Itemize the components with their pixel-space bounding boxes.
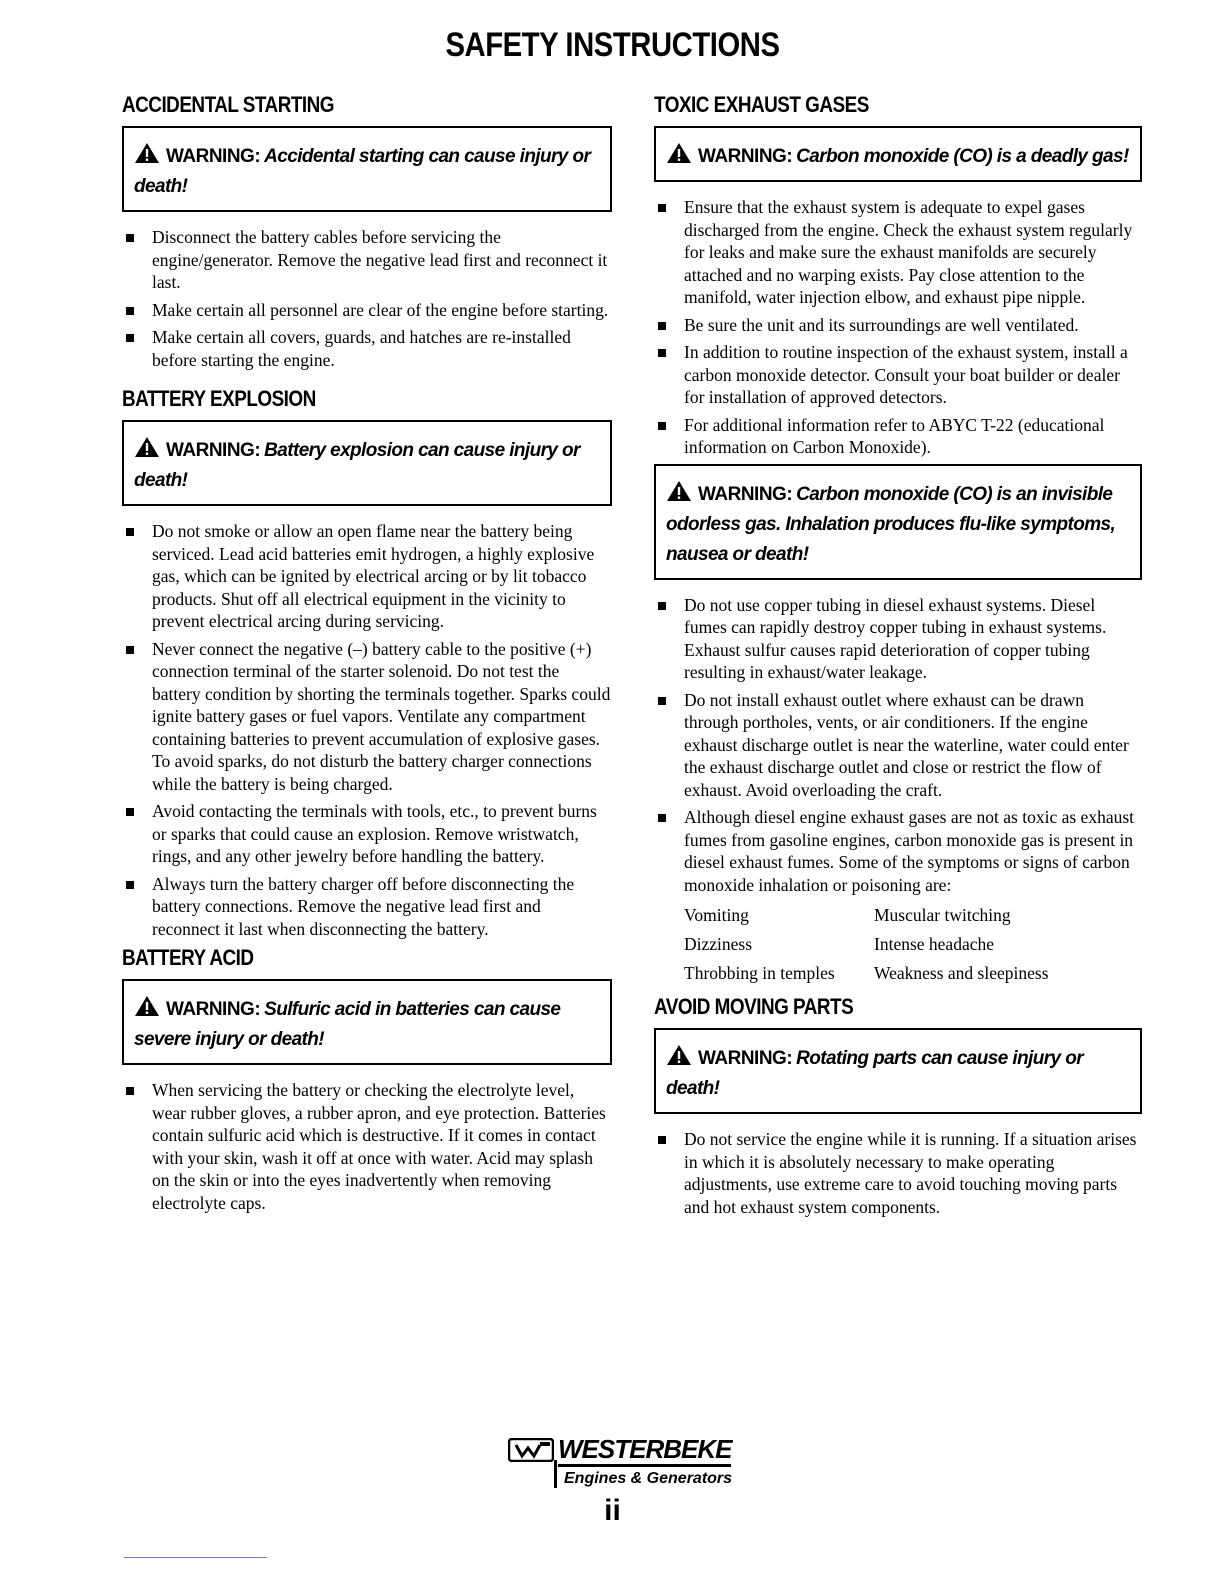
warning-label: WARNING: bbox=[698, 1048, 793, 1069]
section-heading-moving: AVOID MOVING PARTS bbox=[654, 994, 854, 1019]
warning-label: WARNING: bbox=[166, 440, 261, 461]
bullet-icon bbox=[126, 646, 134, 654]
bullet-icon bbox=[658, 814, 666, 822]
symptoms-table bbox=[684, 901, 1142, 988]
bullet-icon bbox=[126, 881, 134, 889]
list-item: Never connect the negative (–) battery cable to the positive (+) connection terminal of the starter solenoid. Do not test the battery condition by shorting the terminals together. Sparks could ignite battery gases or fuel vapors. Ventilate any compartment containing batteries to prevent accumulation of explosive gases. To avoid sparks, do not disturb the battery charger connections while the battery is being charged. bbox=[122, 638, 612, 796]
list-item: Make certain all covers, guards, and hatches are re-installed before starting the engine. bbox=[122, 326, 612, 371]
bullet-list-explosion bbox=[122, 520, 612, 940]
warning-text: Accidental starting can cause injury or death! bbox=[134, 146, 591, 197]
bullet-icon bbox=[126, 334, 134, 342]
warning-label: WARNING: bbox=[698, 483, 793, 505]
warning-triangle-icon bbox=[134, 995, 160, 1017]
bullet-icon bbox=[126, 234, 134, 242]
brand-name: WESTERBEKE bbox=[558, 1434, 731, 1467]
warning-box-acid bbox=[122, 979, 612, 1065]
table-row: Dizziness Intense headache bbox=[684, 934, 994, 954]
table-row: Throbbing in temples Weakness and sleepiness bbox=[684, 963, 1049, 983]
warning-label: WARNING: bbox=[698, 146, 793, 167]
bullet-icon bbox=[126, 1087, 134, 1095]
page-number: ii bbox=[604, 1494, 621, 1527]
bullet-icon bbox=[126, 808, 134, 816]
list-item: When servicing the battery or checking the electrolyte level, wear rubber gloves, a rubber apron, and eye protection. Batteries contain sulfuric acid which is destructive. If it comes in contact with your skin, wash it off at once with water. Acid may splash on the skin or into the eyes inadvertently when removing electrolyte caps. bbox=[122, 1079, 612, 1214]
bullet-icon bbox=[658, 322, 666, 330]
list-item: For additional information refer to ABYC T-22 (educational information on Carbon Monoxide). bbox=[654, 414, 1142, 459]
bullet-icon bbox=[658, 422, 666, 430]
westerbeke-w-icon bbox=[508, 1438, 554, 1462]
warning-triangle-icon bbox=[134, 142, 160, 164]
bullet-icon bbox=[658, 349, 666, 357]
brand-tagline: Engines & Generators bbox=[564, 1470, 733, 1487]
bullet-list-accidental bbox=[122, 226, 612, 371]
warning-text: Rotating parts can cause injury or death! bbox=[666, 1048, 1083, 1099]
warning-box-moving bbox=[654, 1028, 1142, 1114]
westerbeke-logo bbox=[508, 1436, 768, 1496]
bullet-icon bbox=[126, 528, 134, 536]
warning-triangle-icon bbox=[666, 480, 692, 502]
list-item: Do not service the engine while it is running. If a situation arises in which it is absolutely necessary to make operating adjustments, use extreme care to avoid touching moving parts and hot exhaust system components. bbox=[654, 1128, 1142, 1218]
list-item: Although diesel engine exhaust gases are not as toxic as exhaust fumes from gasoline engines, carbon monoxide gas is present in diesel exhaust fumes. Some of the symptoms or signs of carbon monoxide inhalation or poisoning are: bbox=[654, 806, 1142, 896]
list-item: Ensure that the exhaust system is adequate to expel gases discharged from the engine. Check the exhaust system regularly for leaks and make sure the exhaust manifolds are securely attached and no warping exists. Pay close attention to the manifold, water injection elbow, and exhaust pipe nipple. bbox=[654, 196, 1142, 309]
list-item: Do not install exhaust outlet where exhaust can be drawn through portholes, vents, or air conditioners. If the engine exhaust discharge outlet is near the waterline, water could enter the exhaust discharge outlet and close or restrict the flow of exhaust. Avoid overloading the craft. bbox=[654, 689, 1142, 802]
list-item: Do not smoke or allow an open flame near the battery being serviced. Lead acid batteries emit hydrogen, a highly explosive gas, which can be ignited by electrical arcing or by lit tobacco products. Shut off all electrical equipment in the vicinity to prevent electrical arcing during servicing. bbox=[122, 520, 612, 633]
warning-label: WARNING: bbox=[166, 146, 261, 167]
left-column bbox=[122, 92, 612, 1219]
warning-text: Sulfuric acid in batteries can cause severe injury or death! bbox=[134, 999, 561, 1050]
list-item: Do not use copper tubing in diesel exhaust systems. Diesel fumes can rapidly destroy copper tubing in exhaust systems. Exhaust sulfur causes rapid deterioration of copper tubing resulting in exhaust/water leakage. bbox=[654, 594, 1142, 684]
warning-box-co-invisible bbox=[654, 464, 1142, 580]
warning-label: WARNING: bbox=[166, 999, 261, 1020]
logo-stem bbox=[554, 1460, 557, 1488]
list-item: Avoid contacting the terminals with tools, etc., to prevent burns or sparks that could cause an explosion. Remove wristwatch, rings, and any other jewelry before handling the battery. bbox=[122, 800, 612, 868]
list-item: In addition to routine inspection of the exhaust system, install a carbon monoxide detector. Consult your boat builder or dealer for installation of approved detectors. bbox=[654, 341, 1142, 409]
bullet-icon bbox=[658, 204, 666, 212]
bullet-icon bbox=[126, 307, 134, 315]
bullet-icon bbox=[658, 697, 666, 705]
warning-triangle-icon bbox=[666, 1044, 692, 1066]
bullet-icon bbox=[658, 602, 666, 610]
warning-text: Carbon monoxide (CO) is an invisible odorless gas. Inhalation produces flu-like symptoms, nausea or death! bbox=[666, 483, 1116, 565]
section-heading-acid: BATTERY ACID bbox=[122, 945, 254, 970]
bullet-icon bbox=[658, 1136, 666, 1144]
table-row: Vomiting Muscular twitching bbox=[684, 905, 1011, 925]
section-heading-explosion: BATTERY EXPLOSION bbox=[122, 386, 316, 411]
warning-triangle-icon bbox=[134, 436, 160, 458]
list-item: Always turn the battery charger off before disconnecting the battery connections. Remove the negative lead first and reconnect it last when disconnecting the battery. bbox=[122, 873, 612, 941]
bullet-list-exhaust bbox=[654, 594, 1142, 897]
list-item: Make certain all personnel are clear of the engine before starting. bbox=[122, 299, 612, 322]
section-heading-toxic: TOXIC EXHAUST GASES bbox=[654, 92, 869, 117]
bullet-list-acid bbox=[122, 1079, 612, 1214]
warning-box-toxic bbox=[654, 126, 1142, 182]
warning-text: Carbon monoxide (CO) is a deadly gas! bbox=[796, 146, 1129, 167]
warning-box-explosion bbox=[122, 420, 612, 506]
list-item: Disconnect the battery cables before servicing the engine/generator. Remove the negative lead first and reconnect it last. bbox=[122, 226, 612, 294]
bullet-list-toxic bbox=[654, 196, 1142, 459]
bullet-list-moving bbox=[654, 1128, 1142, 1218]
page-title: SAFETY INSTRUCTIONS bbox=[445, 26, 780, 64]
warning-box-accidental bbox=[122, 126, 612, 212]
footer-rule bbox=[124, 1557, 267, 1558]
list-item: Be sure the unit and its surroundings are well ventilated. bbox=[654, 314, 1142, 337]
section-heading-accidental: ACCIDENTAL STARTING bbox=[122, 92, 334, 117]
right-column bbox=[654, 92, 1142, 1223]
warning-text: Battery explosion can cause injury or death! bbox=[134, 440, 580, 491]
warning-triangle-icon bbox=[666, 142, 692, 164]
